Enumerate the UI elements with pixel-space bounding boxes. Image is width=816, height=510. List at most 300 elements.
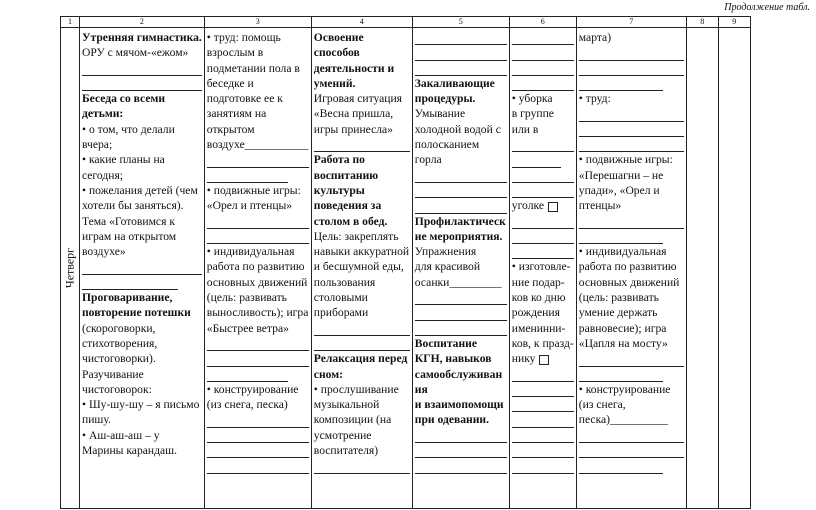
text-line [579, 412, 684, 427]
line-text: • изготовле- [511, 260, 571, 274]
line-text: и взаимопомощи [414, 398, 504, 412]
line-text: воздухе___________ [206, 138, 309, 152]
line-text: (из снега, песка) [206, 398, 288, 412]
blank-line [512, 443, 574, 458]
blank-line [82, 259, 202, 274]
text-line [415, 244, 507, 259]
text-line [82, 214, 202, 229]
text-line [314, 76, 410, 91]
line-text: птенцы» [578, 199, 622, 213]
line-text: поведения за [313, 199, 382, 213]
text-line [82, 30, 202, 45]
text-line [82, 45, 202, 60]
blank-line [415, 61, 507, 76]
text-line [207, 137, 309, 152]
header-cell: 3 [204, 17, 311, 28]
line-text: чистоговорок: [82, 382, 152, 396]
text-line [314, 91, 410, 106]
text-line [512, 290, 574, 305]
checkbox-icon [539, 355, 549, 365]
line-text: Разучивание [82, 367, 144, 381]
blank-line [512, 183, 574, 198]
text-line [82, 351, 202, 366]
text-line [314, 443, 410, 458]
text-line [314, 367, 410, 382]
line-text: • пожелания детей (чем [82, 183, 198, 197]
blank-line [579, 214, 684, 229]
line-text: самообслуживан [414, 367, 503, 381]
text-line [415, 214, 507, 229]
line-text: умение держать [578, 306, 658, 320]
line-text: • подвижные игры: [578, 153, 673, 167]
plan-table [60, 16, 751, 509]
blank-line [579, 106, 684, 121]
blank-line [415, 198, 507, 213]
blank-line [314, 137, 410, 152]
blank-line [415, 305, 507, 320]
text-line [314, 290, 410, 305]
continuation-note: Продолжение табл. [724, 2, 810, 13]
blank-line [579, 122, 684, 137]
text-line [314, 412, 410, 427]
line-text: подготовке ее к [206, 92, 283, 106]
line-text: • Шу-шу-шу – я письмо [82, 398, 200, 412]
text-line [314, 397, 410, 412]
blank-line [415, 290, 507, 305]
line-text: стихотворения, [82, 336, 158, 350]
blank-line [207, 214, 309, 229]
header-cell: 5 [412, 17, 509, 28]
text-line [314, 244, 410, 259]
blank-line [512, 61, 574, 76]
line-text: подметании пола в [206, 61, 300, 75]
blank-line [512, 244, 574, 259]
header-cell: 2 [80, 17, 205, 28]
line-text: ия [414, 382, 428, 396]
text-line [579, 168, 684, 183]
blank-line [579, 443, 684, 458]
line-text: холодной водой с [414, 122, 501, 136]
line-text: пишу. [82, 413, 111, 427]
line-text: хотели бы заняться). [82, 199, 184, 213]
line-text: воздухе» [82, 245, 126, 259]
line-text: повторение потешки [82, 306, 191, 320]
text-line [579, 152, 684, 167]
text-line [579, 321, 684, 336]
column-3-content [205, 28, 311, 508]
text-line [512, 275, 574, 290]
line-text: уголке [511, 199, 544, 213]
line-text: (цель: развивать [578, 291, 659, 305]
blank-line [512, 137, 574, 152]
line-text: • труд: [578, 92, 611, 106]
text-line [314, 183, 410, 198]
blank-line [207, 367, 289, 382]
text-line [415, 351, 507, 366]
line-text: • прослушивание [313, 382, 399, 396]
text-line [314, 305, 410, 320]
text-line [82, 91, 202, 106]
text-line [415, 275, 507, 290]
text-line [207, 122, 309, 137]
column-6-cell [509, 28, 576, 509]
line-text: • конструирование [206, 382, 299, 396]
text-line [415, 367, 507, 382]
line-text: Беседа со всеми [82, 92, 166, 106]
line-text: Работа по [313, 153, 365, 167]
blank-line [579, 351, 684, 366]
text-line [314, 152, 410, 167]
line-text: Игровая ситуация [313, 92, 403, 106]
blank-line [579, 45, 684, 60]
blank-line [512, 428, 574, 443]
blank-line [512, 412, 574, 427]
blank-line [415, 183, 507, 198]
text-line [207, 321, 309, 336]
line-text: «Перешагни – не [578, 168, 664, 182]
text-line [82, 428, 202, 443]
line-text: для красивой [414, 260, 481, 274]
line-text: (цель: развивать [206, 291, 287, 305]
body-row [61, 28, 751, 509]
line-text: и бесшумной еды, [313, 260, 404, 274]
blank-line [512, 76, 574, 91]
blank-line [207, 458, 309, 473]
text-line [415, 137, 507, 152]
line-text: • какие планы на [82, 153, 165, 167]
line-text: работа по развитию [206, 260, 305, 274]
line-text: чистоговорки). [82, 352, 156, 366]
text-line [207, 397, 309, 412]
line-text: воспитателя) [313, 444, 379, 458]
text-line [314, 30, 410, 45]
blank-line [415, 45, 507, 60]
blank-line [314, 458, 410, 473]
column-2-cell [80, 28, 205, 509]
line-text: взрослым в [206, 46, 264, 60]
text-line [579, 30, 684, 45]
text-line [415, 259, 507, 274]
text-line [579, 183, 684, 198]
line-text: игры принесла» [313, 122, 393, 136]
text-line [314, 229, 410, 244]
line-text: Марины карандаш. [82, 444, 177, 458]
line-text: Релаксация перед [313, 352, 408, 366]
line-text: полосканием [414, 138, 480, 152]
text-line [579, 259, 684, 274]
line-text: равновесие); игра [578, 321, 667, 335]
line-text: умений. [313, 76, 356, 90]
text-line [415, 91, 507, 106]
text-line [579, 305, 684, 320]
blank-line [415, 458, 507, 473]
column-7-content [577, 28, 686, 508]
blank-line [314, 321, 410, 336]
line-text: музыкальной [313, 398, 380, 412]
line-text: Тема «Готовимся к [82, 214, 175, 228]
line-text: нику [511, 352, 536, 366]
line-text: процедуры. [414, 92, 476, 106]
text-line [207, 244, 309, 259]
text-line [314, 259, 410, 274]
text-line [579, 91, 684, 106]
text-line [314, 428, 410, 443]
header-cell: 8 [686, 17, 718, 28]
line-text: «Весна пришла, [313, 107, 394, 121]
text-line [314, 275, 410, 290]
blank-line [512, 397, 574, 412]
text-line [207, 61, 309, 76]
line-text: основных движений [578, 275, 680, 289]
line-text: Воспитание [414, 336, 477, 350]
text-line [207, 91, 309, 106]
text-line [82, 443, 202, 458]
line-text: основных движений [206, 275, 308, 289]
text-line [314, 122, 410, 137]
text-line [579, 336, 684, 351]
header-cell: 7 [576, 17, 686, 28]
blank-line [207, 229, 309, 244]
line-text: Цель: закреплять [313, 229, 399, 243]
blank-line [579, 137, 684, 152]
blank-line [512, 45, 574, 60]
text-line [579, 275, 684, 290]
text-line [415, 106, 507, 121]
text-line [207, 275, 309, 290]
text-line [512, 259, 574, 274]
blank-line [579, 367, 663, 382]
text-line [314, 382, 410, 397]
line-text: ков ко дню [511, 291, 566, 305]
line-text: марта) [578, 31, 612, 44]
line-text: • о том, что делали [82, 122, 175, 136]
column-8-cell [686, 28, 718, 509]
line-text: играм на открытом [82, 229, 177, 243]
text-line [314, 168, 410, 183]
text-line [512, 305, 574, 320]
text-line [82, 106, 202, 121]
column-6-content [510, 28, 576, 508]
column-7-cell [576, 28, 686, 509]
blank-line [512, 152, 562, 167]
text-line [314, 61, 410, 76]
text-line [82, 198, 202, 213]
text-line [415, 76, 507, 91]
line-text: ОРУ с мячом-«ежом» [82, 46, 189, 60]
text-line [82, 382, 202, 397]
blank-line [579, 458, 663, 473]
text-line [82, 152, 202, 167]
blank-line [207, 443, 309, 458]
line-text: детьми: [82, 107, 124, 121]
text-line [82, 367, 202, 382]
text-line [207, 305, 309, 320]
text-line [82, 122, 202, 137]
line-text: Проговаривание, [82, 291, 173, 305]
line-text: • индивидуальная [578, 245, 667, 259]
text-line [207, 30, 309, 45]
text-line [512, 351, 574, 366]
blank-line [415, 168, 507, 183]
text-line [579, 397, 684, 412]
line-text: ие мероприятия. [414, 229, 503, 243]
blank-line [207, 412, 309, 427]
text-line [207, 76, 309, 91]
line-text: ков, к празд- [511, 336, 574, 350]
line-text: Упражнения [414, 245, 477, 259]
text-line [207, 259, 309, 274]
text-line [207, 45, 309, 60]
line-text: рождения [511, 306, 560, 320]
text-line [82, 244, 202, 259]
text-line [415, 122, 507, 137]
line-text: столом в обед. [313, 214, 388, 228]
blank-line [207, 351, 309, 366]
blank-line [512, 382, 574, 397]
line-text: • Аш-аш-аш – у [82, 428, 160, 442]
line-text: (из снега, [578, 398, 626, 412]
line-text: пользования [313, 275, 376, 289]
text-line [314, 106, 410, 121]
text-line [314, 214, 410, 229]
line-text: Умывание [414, 107, 466, 121]
text-line [207, 183, 309, 198]
blank-line [512, 168, 574, 183]
line-text: • индивидуальная [206, 245, 295, 259]
blank-line [415, 443, 507, 458]
text-line [207, 382, 309, 397]
blank-line [579, 428, 684, 443]
text-line [415, 229, 507, 244]
text-line [512, 198, 574, 213]
text-line [579, 244, 684, 259]
line-text: • конструирование [578, 382, 671, 396]
line-text: выносливость); игра [206, 306, 309, 320]
blank-line [579, 76, 663, 91]
line-text: при одевании. [414, 413, 489, 427]
line-text: песка)__________ [578, 413, 669, 427]
blank-line [512, 229, 574, 244]
column-4-content [312, 28, 412, 508]
text-line [415, 152, 507, 167]
line-text: «Орел и птенцы» [206, 199, 293, 213]
text-line [82, 321, 202, 336]
line-text: столовыми [313, 291, 368, 305]
blank-line [512, 458, 574, 473]
line-text: усмотрение [313, 428, 372, 442]
line-text: сегодня; [82, 168, 124, 182]
line-text: осанки_________ [414, 275, 502, 289]
blank-line [207, 152, 309, 167]
blank-line [512, 30, 574, 45]
line-text: работа по развитию [578, 260, 677, 274]
text-line [82, 168, 202, 183]
blank-line [82, 275, 178, 290]
blank-line [512, 214, 574, 229]
line-text: беседке и [206, 76, 254, 90]
text-line [82, 229, 202, 244]
day-label: Четверг [62, 247, 77, 289]
blank-line [579, 229, 663, 244]
blank-line [82, 61, 202, 76]
text-line [207, 198, 309, 213]
text-line [579, 198, 684, 213]
blank-line [207, 428, 309, 443]
blank-line [82, 76, 202, 91]
header-cell: 4 [311, 17, 412, 28]
line-text: занятиям на [206, 107, 267, 121]
text-line [512, 122, 574, 137]
line-text: или в [511, 122, 539, 136]
column-9-cell [718, 28, 750, 509]
text-line [512, 336, 574, 351]
line-text: «Цапля на мосту» [578, 336, 668, 350]
column-2-content [80, 28, 204, 508]
line-text: способов [313, 46, 360, 60]
text-line [415, 397, 507, 412]
text-line [512, 91, 574, 106]
text-line [82, 183, 202, 198]
blank-line [207, 168, 289, 183]
text-line [579, 290, 684, 305]
header-cell: 6 [509, 17, 576, 28]
line-text: горла [414, 153, 442, 167]
text-line [82, 336, 202, 351]
line-text: в группе [511, 107, 554, 121]
line-text: Утренняя гимнастика. [82, 31, 202, 44]
text-line [82, 305, 202, 320]
text-line [82, 412, 202, 427]
blank-line [579, 61, 684, 76]
text-line [314, 198, 410, 213]
line-text: (скороговорки, [82, 321, 156, 335]
line-text: вчера; [82, 138, 113, 152]
blank-line [415, 30, 507, 45]
line-text: Освоение [313, 31, 364, 44]
line-text: • труд: помощь [206, 31, 281, 44]
line-text: культуры [313, 183, 365, 197]
line-text: деятельности и [313, 61, 395, 75]
column-4-cell [311, 28, 412, 509]
line-text: открытом [206, 122, 255, 136]
text-line [314, 351, 410, 366]
day-cell [61, 28, 80, 509]
line-text: КГН, навыков [414, 352, 492, 366]
text-line [82, 137, 202, 152]
line-text: • подвижные игры: [206, 183, 301, 197]
header-row [61, 17, 751, 28]
header-cell: 1 [61, 17, 80, 28]
checkbox-icon [548, 202, 558, 212]
text-line [579, 382, 684, 397]
line-text: Закаливающие [414, 76, 495, 90]
text-line [314, 45, 410, 60]
text-line [415, 412, 507, 427]
line-text: • уборка [511, 92, 553, 106]
text-line [82, 397, 202, 412]
blank-line [512, 367, 574, 382]
text-line [82, 290, 202, 305]
line-text: упади», «Орел и [578, 183, 660, 197]
line-text: навыки аккуратной [313, 245, 410, 259]
text-line [207, 106, 309, 121]
line-text: Профилактическ [414, 214, 506, 228]
blank-line [415, 321, 507, 336]
text-line [512, 321, 574, 336]
column-5-cell [412, 28, 509, 509]
column-3-cell [204, 28, 311, 509]
line-text: воспитанию [313, 168, 379, 182]
